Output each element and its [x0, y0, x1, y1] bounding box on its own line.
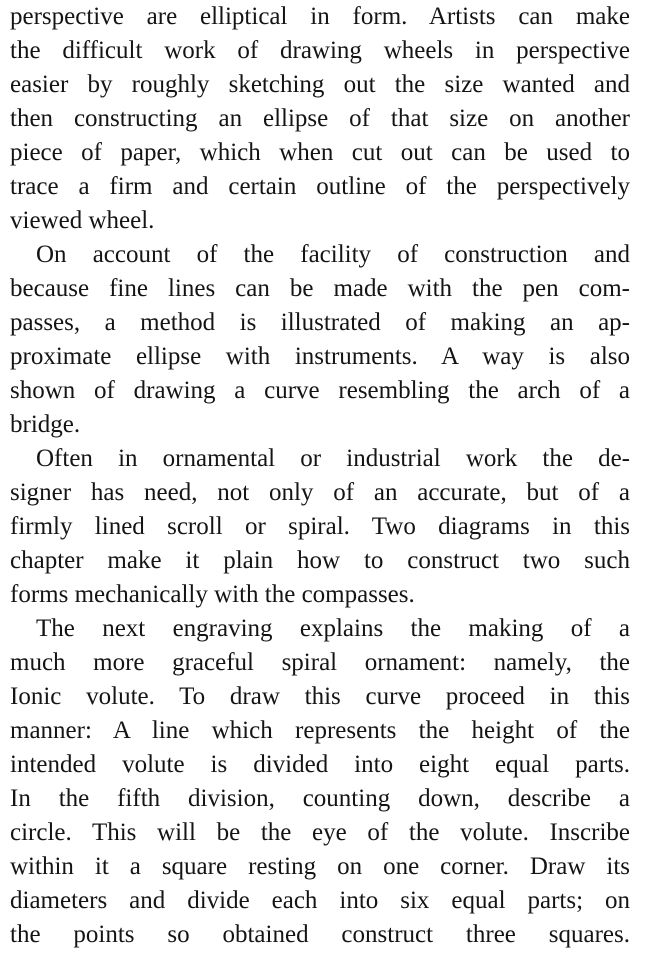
text-line: then constructing an ellipse of that size on another: [10, 105, 630, 132]
text-line: easier by roughly sketching out the size wanted and: [10, 71, 630, 98]
text-line: the points so obtained construct three squares.: [10, 921, 630, 948]
text-line: the difficult work of drawing wheels in perspective: [10, 37, 630, 64]
text-line: circle. This will be the eye of the volute. Inscribe: [10, 819, 630, 846]
book-page: [10, 0, 630, 980]
text-line: chapter make it plain how to construct two such: [10, 547, 630, 574]
paragraph-ionic-volute: [10, 612, 630, 952]
text-line: piece of paper, which when cut out can be used to: [10, 139, 630, 166]
text-line: Often in ornamental or industrial work the de-: [36, 445, 630, 472]
text-line: The next engraving explains the making of a: [36, 615, 630, 642]
text-line: firmly lined scroll or spiral. Two diagrams in this: [10, 513, 630, 540]
text-line: perspective are elliptical in form. Artists can make: [10, 3, 630, 30]
text-line: forms mechanically with the compasses.: [10, 581, 415, 608]
text-line: because fine lines can be made with the pen com-: [10, 275, 630, 302]
text-line: trace a firm and certain outline of the perspectively: [10, 173, 630, 200]
text-line: bridge.: [10, 411, 81, 438]
text-line: manner: A line which represents the height of the: [10, 717, 630, 744]
text-line: signer has need, not only of an accurate, but of a: [10, 479, 630, 506]
paragraph-approximate-ellipse: [10, 238, 630, 442]
text-line: Ionic volute. To draw this curve proceed in this: [10, 683, 630, 710]
text-line: passes, a method is illustrated of making an ap-: [10, 309, 630, 336]
text-line: proximate ellipse with instruments. A way is also: [10, 343, 630, 370]
text-line: within it a square resting on one corner. Draw its: [10, 853, 630, 880]
text-line: viewed wheel.: [10, 207, 155, 234]
text-line: In the fifth division, counting down, describe a: [10, 785, 630, 812]
text-line: diameters and divide each into six equal parts; on: [10, 887, 630, 914]
text-line: much more graceful spiral ornament: namely, the: [10, 649, 630, 676]
text-line: On account of the facility of construction and: [36, 241, 630, 268]
text-line: shown of drawing a curve resembling the arch of a: [10, 377, 630, 404]
paragraph-ellipse-wheels: [10, 0, 630, 238]
paragraph-scroll-spiral: [10, 442, 630, 612]
text-line: intended volute is divided into eight equal parts.: [10, 751, 630, 778]
